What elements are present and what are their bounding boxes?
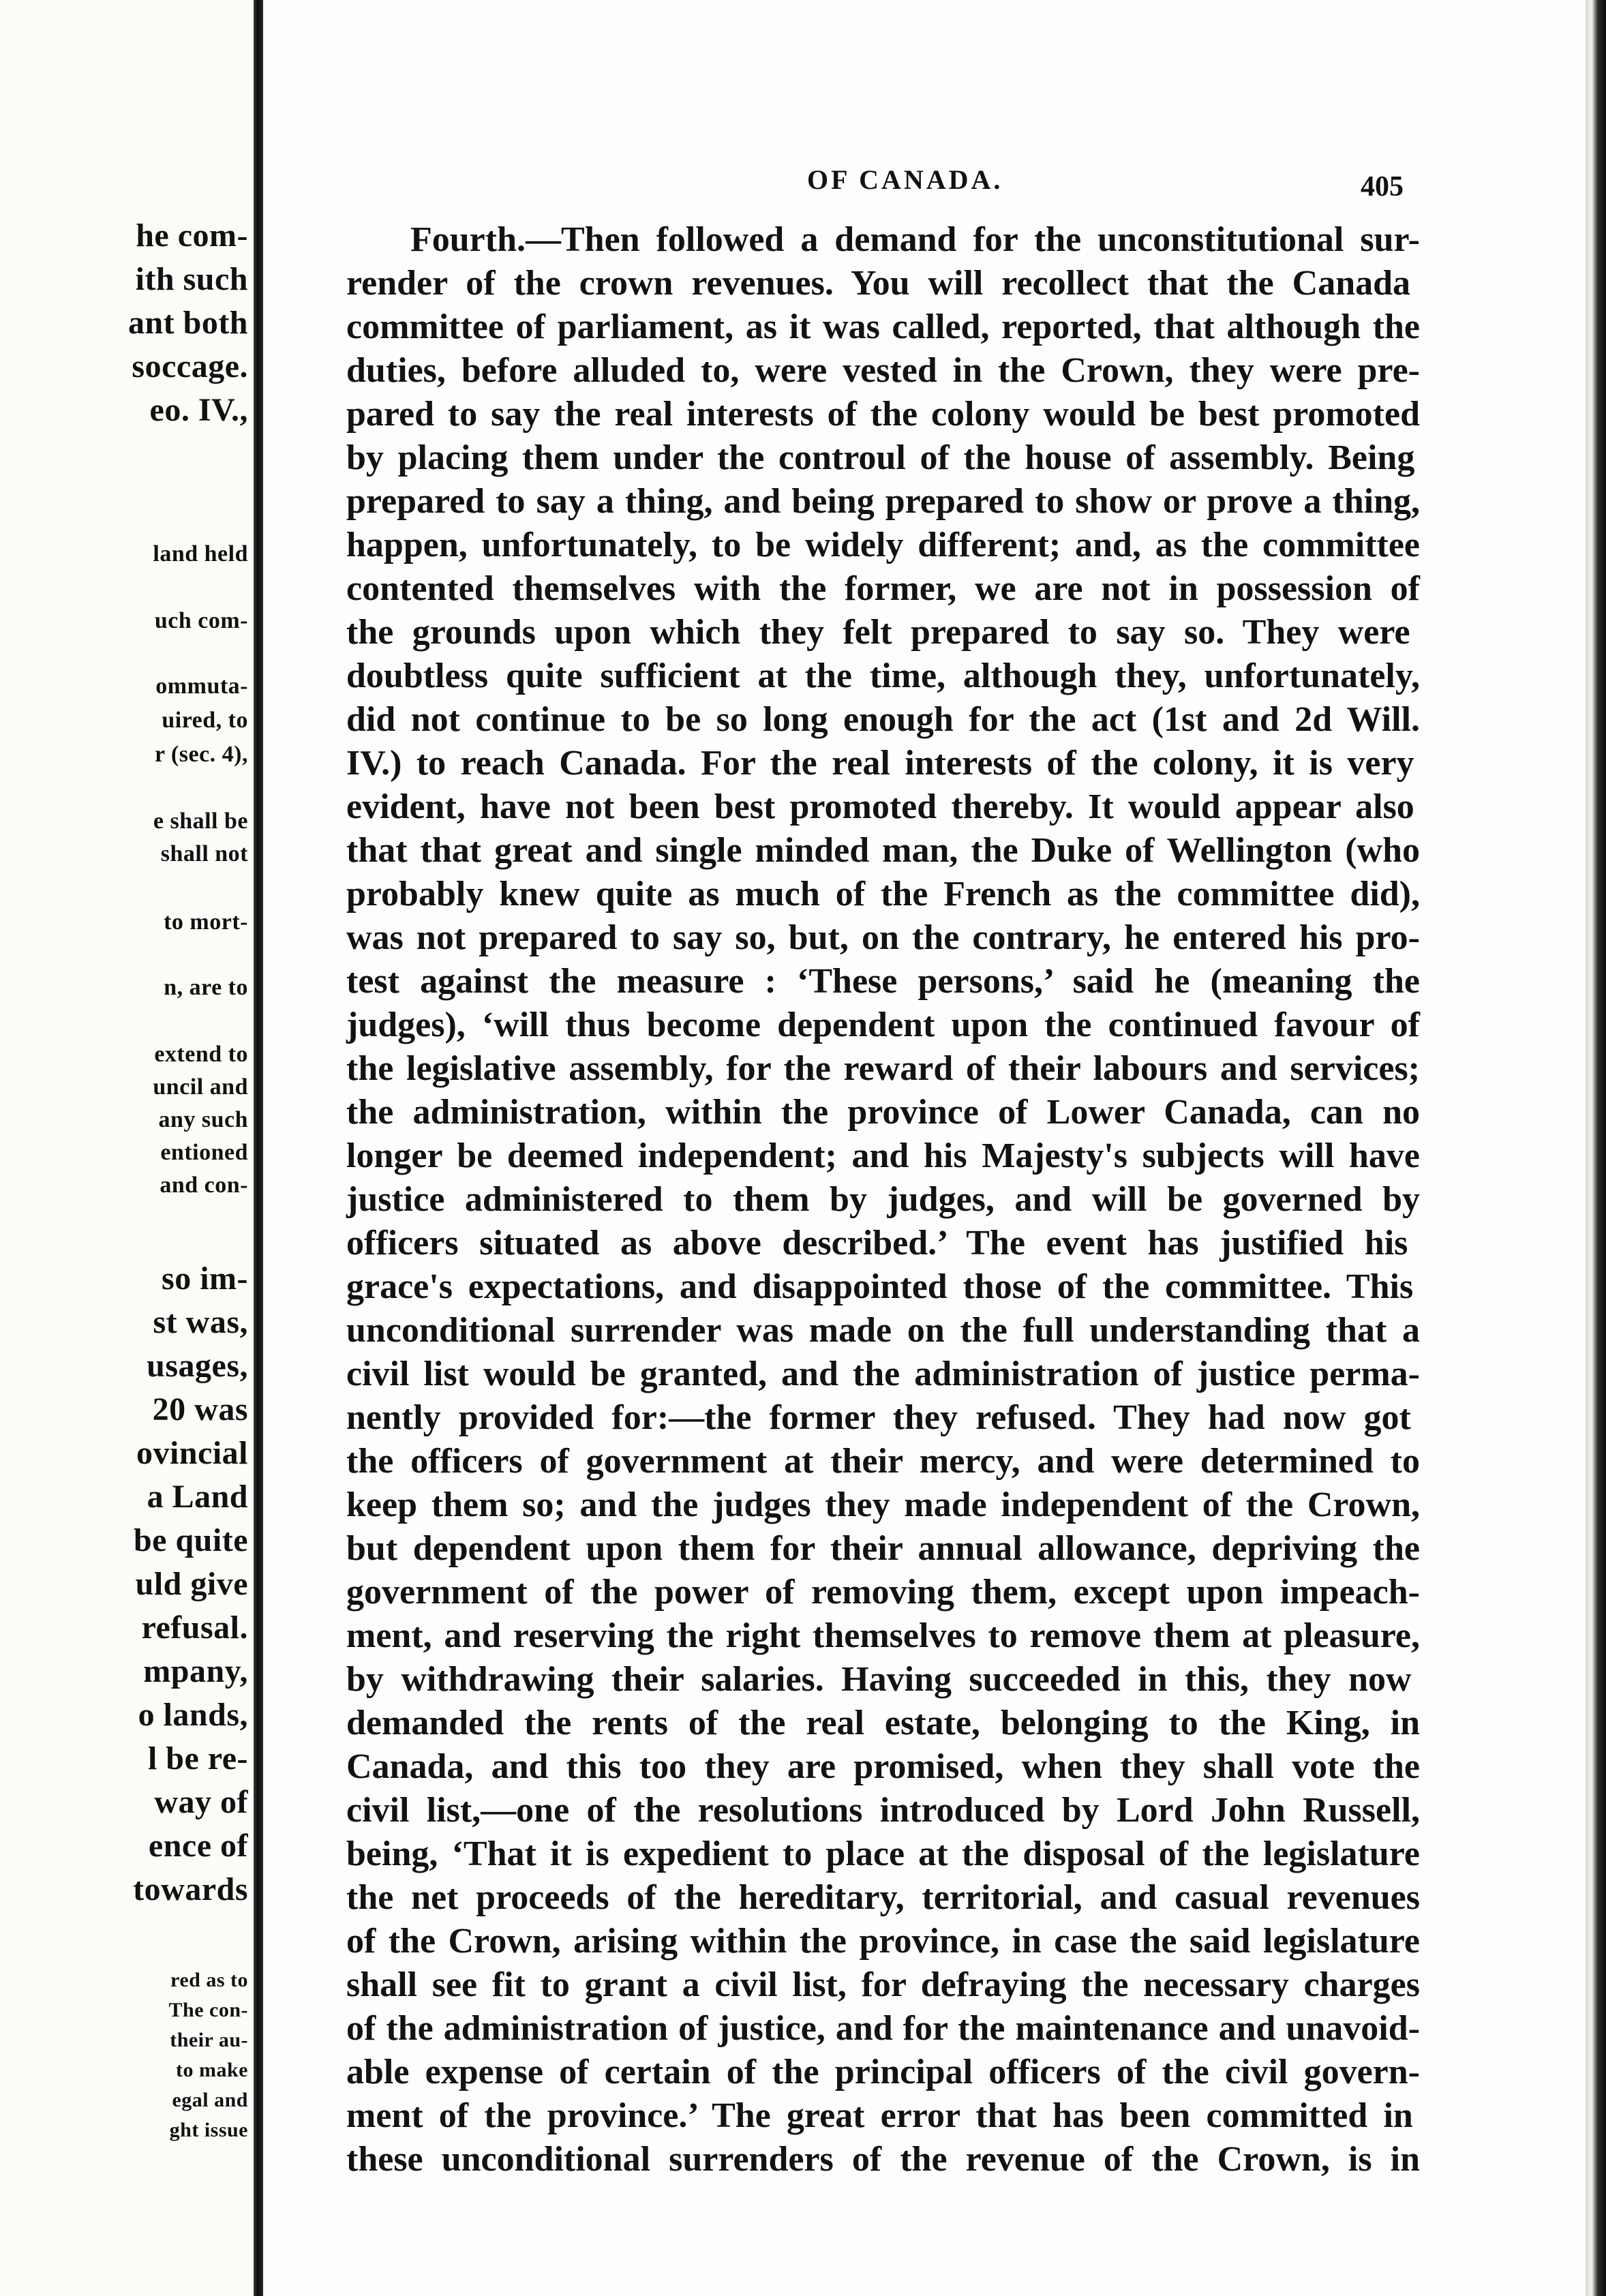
left-text-line: ence of [148, 1828, 248, 1864]
page-edge [1586, 0, 1606, 2296]
body-line: that that great and single minded man, the Duke of Wellington (who [346, 831, 1420, 870]
left-footnote-line: their au- [170, 2029, 248, 2051]
body-line: able expense of certain of the principal officers of the civil govern- [346, 2053, 1420, 2091]
left-text-line: land held [153, 541, 248, 567]
left-text-line: l be re- [147, 1740, 248, 1777]
left-text-line: r (sec. 4), [154, 742, 248, 767]
left-text-line: ovincial [136, 1435, 248, 1471]
left-text-line: soccage. [132, 348, 248, 384]
body-line: the officers of government at their mercy, and were determined to [346, 1442, 1420, 1481]
body-line: grace's expectations, and disappointed those of the committee. This [346, 1267, 1414, 1306]
left-text-line: usages, [147, 1348, 248, 1384]
left-text-line: ommuta- [155, 674, 248, 699]
left-text-line: he com- [136, 217, 248, 254]
body-line: officers situated as above described.’ The event has justified his [346, 1224, 1408, 1263]
body-line: render of the crown revenues. You will recollect that the Canada [346, 264, 1411, 303]
body-line: Fourth.—Then followed a demand for the unconstitutional sur- [410, 220, 1420, 259]
body-line: prepared to say a thing, and being prepared to show or prove a thing, [346, 482, 1420, 521]
body-line: these unconditional surrenders of the revenue of the Crown, is in [346, 2140, 1420, 2179]
left-text-line: extend to [154, 1042, 248, 1067]
left-text-line: shall not [160, 841, 248, 866]
left-text-line: a Land [147, 1479, 248, 1515]
body-line: the net proceeds of the hereditary, territorial, and casual revenues [346, 1878, 1420, 1917]
body-line: being, ‘That it is expedient to place at the disposal of the legislature [346, 1834, 1420, 1873]
left-text-line: way of [154, 1784, 248, 1820]
left-text-line: entioned [160, 1140, 248, 1165]
body-line: contented themselves with the former, we are not in possession of [346, 569, 1420, 608]
body-line: civil list,—one of the resolutions introduced by Lord John Russell, [346, 1791, 1420, 1830]
left-footnote-line: ght issue [169, 2119, 248, 2141]
left-text-line: uld give [135, 1566, 248, 1602]
left-text-line: be quite [133, 1522, 248, 1558]
left-text-line: so im- [162, 1260, 248, 1297]
body-line: was not prepared to say so, but, on the contrary, he entered his pro- [346, 918, 1420, 957]
left-text-line: uch com- [154, 608, 248, 633]
body-line: happen, unfortunately, to be widely different; and, as the committee [346, 526, 1420, 564]
book-gutter [254, 0, 263, 2296]
left-footnote-line: to make [176, 2059, 248, 2081]
body-line: the legislative assembly, for the reward of their labours and services; [346, 1049, 1420, 1088]
body-line: the grounds upon which they felt prepared to say so. They were [346, 613, 1410, 652]
body-line: committee of parliament, as it was called, reported, that although the [346, 307, 1420, 346]
body-line: evident, have not been best promoted thereby. It would appear also [346, 787, 1414, 826]
body-line: of the Crown, arising within the province, in case the said legislature [346, 1922, 1420, 1961]
previous-page-fragment [0, 0, 254, 2296]
body-line: duties, before alluded to, were vested in the Crown, they were pre- [346, 351, 1420, 390]
body-line: judges), ‘will thus become dependent upon the continued favour of [346, 1006, 1420, 1044]
left-text-line: eo. IV., [149, 392, 248, 428]
body-line: IV.) to reach Canada. For the real interests of the colony, it is very [346, 744, 1414, 783]
body-line: ment, and reserving the right themselves to remove them at pleasure, [346, 1616, 1420, 1655]
body-line: longer be deemed independent; and his Majesty's subjects will have [346, 1136, 1420, 1175]
left-footnote-line: egal and [172, 2089, 248, 2111]
body-line: doubtless quite sufficient at the time, although they, unfortunately, [346, 656, 1420, 695]
running-head: OF CANADA. [807, 164, 1003, 195]
body-line: justice administered to them by judges, and will be governed by [346, 1180, 1420, 1219]
left-text-line: o lands, [138, 1697, 248, 1733]
page-number: 405 [1361, 171, 1404, 202]
body-line: did not continue to be so long enough for the act (1st and 2d Will. [346, 700, 1420, 739]
left-text-line: uired, to [162, 708, 248, 733]
left-text-line: uncil and [153, 1074, 248, 1100]
body-line: Canada, and this too they are promised, when they shall vote the [346, 1747, 1420, 1786]
body-line: keep them so; and the judges they made independent of the Crown, [346, 1485, 1420, 1524]
body-line: by withdrawing their salaries. Having succeeded in this, they now [346, 1660, 1412, 1699]
left-text-line: mpany, [143, 1653, 248, 1689]
body-line: unconditional surrender was made on the full understanding that a [346, 1311, 1420, 1350]
left-text-line: ant both [127, 305, 248, 341]
body-line: pared to say the real interests of the colony would be best promoted [346, 395, 1420, 434]
body-line: civil list would be granted, and the administration of justice perma- [346, 1355, 1420, 1393]
body-line: demanded the rents of the real estate, belonging to the King, in [346, 1704, 1420, 1742]
body-line: the administration, within the province of Lower Canada, can no [346, 1093, 1420, 1132]
body-line: ment of the province.’ The great error that has been committed in [346, 2096, 1413, 2135]
left-text-line: n, are to [164, 975, 248, 1000]
body-line: but dependent upon them for their annual allowance, depriving the [346, 1529, 1420, 1568]
body-line: government of the power of removing them, except upon impeach- [346, 1573, 1420, 1612]
left-text-line: and con- [160, 1173, 248, 1198]
body-line: test against the measure : ‘These persons,’ said he (meaning the [346, 962, 1420, 1001]
left-text-line: 20 was [152, 1391, 248, 1428]
body-line: shall see fit to grant a civil list, for defraying the necessary charges [346, 1965, 1420, 2004]
body-line: of the administration of justice, and for the maintenance and unavoid- [346, 2009, 1420, 2048]
body-line: probably knew quite as much of the French as the committee did), [346, 875, 1420, 913]
left-text-line: any such [158, 1107, 248, 1132]
left-text-line: refusal. [141, 1610, 248, 1646]
left-footnote-line: The con- [168, 1999, 248, 2021]
body-line: nently provided for:—the former they refused. They had now got [346, 1398, 1411, 1437]
left-text-line: ith such [135, 261, 248, 297]
left-text-line: to mort- [164, 909, 248, 935]
left-text-line: towards [133, 1871, 248, 1907]
left-text-line: st was, [153, 1304, 248, 1340]
left-footnote-line: red as to [170, 1969, 248, 1991]
left-text-line: e shall be [153, 809, 248, 834]
body-line: by placing them under the controul of the house of assembly. Being [346, 438, 1415, 477]
